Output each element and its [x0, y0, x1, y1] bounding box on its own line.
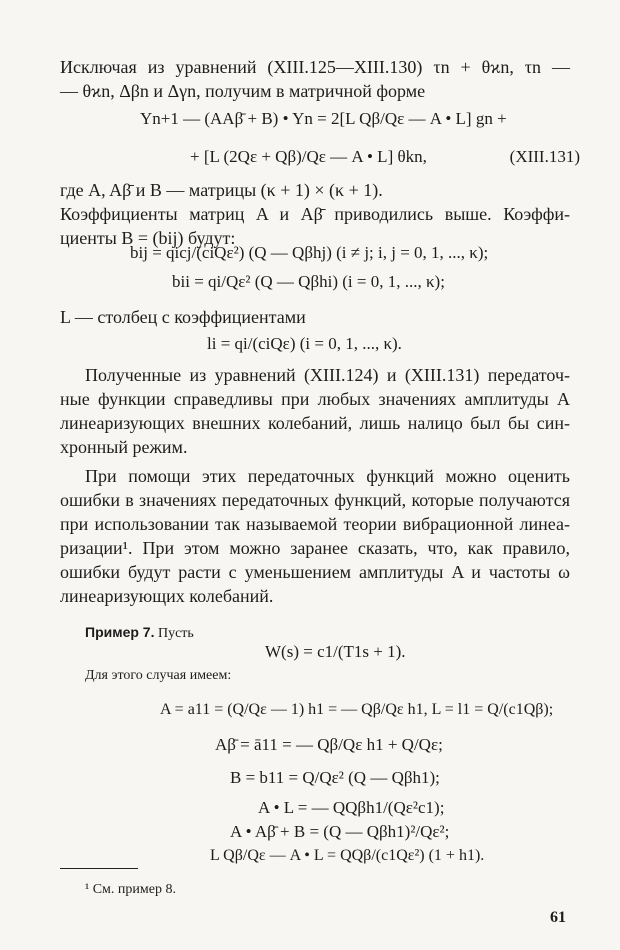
- paragraph-3-line-2: ошибки в значениях передаточных функций, которые получаются: [60, 490, 570, 510]
- paragraph-3-line-5: ошибки будут расти с уменьшением амплитуды A и частоты ω: [60, 562, 570, 582]
- example-text: Пусть: [157, 626, 194, 641]
- paragraph-1-line-2: — θϰn, Δβn и Δγn, получим в матричной форме: [60, 81, 426, 101]
- paragraph-2-line-1: Полученные из уравнений (XIII.124) и (XIII.131) передаточ-: [85, 365, 570, 385]
- equation-131-line-1: Yn+1 — (AAβ̄ + B) • Yn = 2[L Qβ/Qε — A • L] gn +: [140, 109, 507, 128]
- example-equation-1: A = a11 = (Q/Qε — 1) h1 = — Qβ/Qε h1, L = l1 = Q/(c1Qβ);: [160, 701, 554, 718]
- equation-label: (XIII.131): [509, 147, 580, 166]
- equation-li: li = qi/(ciQε) (i = 0, 1, ..., κ).: [207, 334, 402, 353]
- example-heading: [85, 620, 205, 644]
- coefficients-line-1: Коэффициенты матриц A и Aβ̄ приводились выше. Коэффи-: [60, 204, 570, 224]
- example-equation-6: L Qβ/Qε — A • L = QQβ/(c1Qε²) (1 + h1).: [210, 847, 485, 864]
- paragraph-2-line-3: линеаризующих внешних колебаний, лишь налицо был бы син-: [60, 413, 570, 433]
- footnote: ¹ См. пример 8.: [85, 882, 176, 897]
- case-text: Для этого случая имеем:: [85, 668, 232, 683]
- example-equation-4: A • L = — QQβh1/(Qε²c1);: [258, 798, 445, 817]
- example-equation-3: B = b11 = Q/Qε² (Q — Qβh1);: [230, 768, 440, 787]
- example-equation-5: A • Aβ̄ + B = (Q — Qβh1)²/Qε²;: [230, 822, 450, 841]
- example-label: Пример 7.: [85, 624, 155, 640]
- example-equation-2: Aβ̄ = ā11 = — Qβ/Qε h1 + Q/Qε;: [215, 735, 443, 754]
- paragraph-3-line-6: линеаризующих колебаний.: [60, 586, 274, 606]
- coefficients-line-2: циенты B = (bij) будут:: [60, 228, 236, 248]
- paragraph-3-line-4: ризации¹. При этом можно заранее сказать, что, как правило,: [60, 538, 570, 558]
- paragraph-2-line-4: хронный режим.: [60, 437, 188, 457]
- equation-W: W(s) = c1/(T1s + 1).: [265, 642, 406, 661]
- paragraph-3-line-1: При помощи этих передаточных функций можно оценить: [85, 466, 570, 486]
- paragraph-3-line-3: при использовании так называемой теории вибрационной линеа-: [60, 514, 570, 534]
- where-line: где A, Aβ̄ и B — матрицы (κ + 1) × (κ + 1).: [60, 180, 383, 200]
- equation-bij: bij = qicj/(ciQε²) (Q — Qβhj) (i ≠ j; i, j = 0, 1, ..., κ);: [130, 243, 489, 262]
- paragraph-2-line-2: ные функции справедливы при любых значениях амплитуды A: [60, 389, 570, 409]
- footnote-rule: [60, 868, 138, 869]
- paragraph-1-line-1: Исключая из уравнений (XIII.125—XIII.130) τn + θϰn, τn —: [60, 57, 570, 77]
- page-number: 61: [550, 909, 566, 926]
- column-L-line: L — столбец с коэффициентами: [60, 307, 306, 327]
- equation-bii: bii = qi/Qε² (Q — Qβhi) (i = 0, 1, ..., κ);: [172, 272, 445, 291]
- equation-131-line-2: + [L (2Qε + Qβ)/Qε — A • L] θkn,: [190, 147, 427, 166]
